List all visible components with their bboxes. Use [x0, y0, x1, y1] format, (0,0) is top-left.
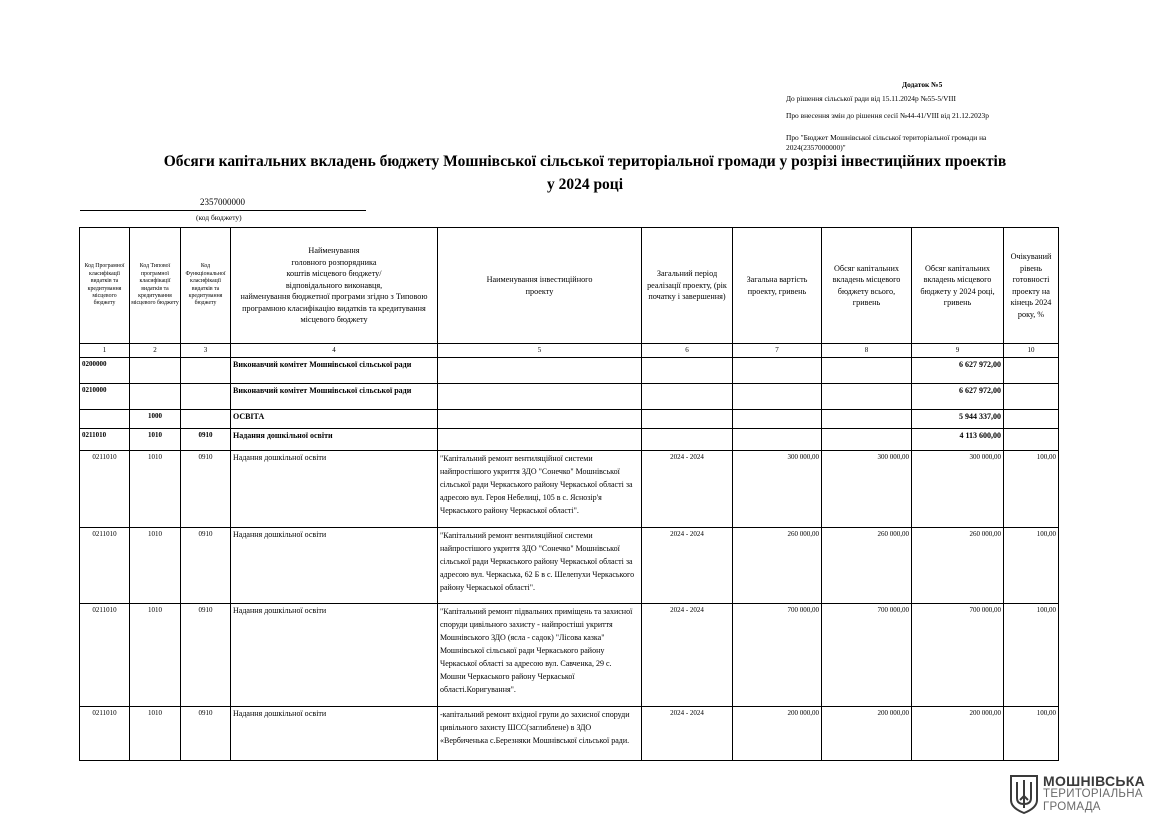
row-name: Виконавчий комітет Мошнівської сільської ради: [231, 358, 438, 384]
row-capital-2024: 5 944 337,00: [912, 410, 1004, 429]
row-typical-code: 1010: [130, 707, 181, 761]
table-row: [80, 451, 1059, 528]
row-total: 300 000,00: [733, 451, 822, 528]
row-functional-code: 0910: [181, 451, 231, 528]
column-number: 1: [80, 344, 130, 358]
header-capital-total: Обсяг капітальних вкладень місцевого бюджету всього, гривень: [822, 228, 912, 344]
budget-code-underline: [80, 210, 366, 211]
document-header-note: [786, 80, 1166, 152]
row-readiness: [1004, 358, 1059, 384]
row-capital: [822, 429, 912, 451]
row-project: [438, 384, 642, 410]
column-number: 6: [642, 344, 733, 358]
header-manager-line-5: найменування бюджетної програми згідно з Типовою програмною класифікацію видатків та кредитування місцевого бюджету: [240, 292, 428, 325]
row-typical-code: 1010: [130, 451, 181, 528]
row-readiness: [1004, 429, 1059, 451]
row-name: Надання дошкільної освіти: [231, 451, 438, 528]
row-capital-2024: 260 000,00: [912, 528, 1004, 604]
row-name: Надання дошкільної освіти: [231, 707, 438, 761]
row-capital-2024: 6 627 972,00: [912, 384, 1004, 410]
row-project: "Капітальний ремонт підвальних приміщень та захисної споруди цивільного захисту - найпростіші укриття Мошнівського ЗДО (ясла - садок) "Лісова казка" Мошнівської сільської ради Черкаського району Черкаської області за адресою вул. Савченка, 29 с. Мошни Черкаського району Черкаської області.Коригування".: [438, 604, 642, 707]
table-row: [80, 528, 1059, 604]
header-manager-line-3: коштів місцевого бюджету/: [286, 269, 382, 279]
row-capital-2024: 700 000,00: [912, 604, 1004, 707]
row-functional-code: [181, 358, 231, 384]
row-capital: 200 000,00: [822, 707, 912, 761]
amendment-reference: Про внесення змін до рішення сесії №44-41/VIII від 21.12.2023р: [786, 111, 989, 121]
row-typical-code: 1000: [130, 410, 181, 429]
community-logo: [1009, 773, 1159, 817]
row-capital: [822, 410, 912, 429]
column-number: 7: [733, 344, 822, 358]
row-project: -капітальний ремонт вхідної групи до захисної споруди цивільного захисту ШСС(заглиблене) в ЗДО «Вербиченька с.Березняки Мошнівської сільської ради.: [438, 707, 642, 761]
header-manager-line-4: відповідального виконавця,: [285, 280, 383, 290]
row-program-code: 0200000: [80, 358, 130, 384]
row-total: [733, 410, 822, 429]
row-project: [438, 358, 642, 384]
row-total: 700 000,00: [733, 604, 822, 707]
row-project: "Капітальний ремонт вентиляційної системи найпростішого укриття ЗДО "Сонечко" Мошнівської сільської ради Черкаського району Черкаської області за адресою вул. Героя Небелиці, 105 в с. Яснозір'я Черкаського району Черкаської області".: [438, 451, 642, 528]
row-period: [642, 410, 733, 429]
row-readiness: [1004, 410, 1059, 429]
row-program-code: 0211010: [80, 528, 130, 604]
row-program-code: 0211010: [80, 707, 130, 761]
row-readiness: 100,00: [1004, 604, 1059, 707]
logo-line-2: ТЕРИТОРІАЛЬНА: [1043, 788, 1143, 800]
row-total: 200 000,00: [733, 707, 822, 761]
row-project: [438, 410, 642, 429]
header-manager-line-1: Найменування: [308, 246, 360, 256]
row-total: 260 000,00: [733, 528, 822, 604]
row-name: ОСВІТА: [231, 410, 438, 429]
row-readiness: 100,00: [1004, 528, 1059, 604]
row-functional-code: [181, 384, 231, 410]
row-name: Виконавчий комітет Мошнівської сільської ради: [231, 384, 438, 410]
row-typical-code: [130, 384, 181, 410]
row-readiness: 100,00: [1004, 451, 1059, 528]
title-line-1: Обсяги капітальних вкладень бюджету Мошнівської сільської територіальної громади у розрізі інвестиційних проектів: [163, 153, 1007, 170]
column-number: 8: [822, 344, 912, 358]
annex-number: Додаток №5: [902, 80, 943, 89]
budget-code-caption: (код бюджету): [196, 213, 242, 222]
row-capital: [822, 358, 912, 384]
row-period: 2024 - 2024: [642, 528, 733, 604]
row-period: [642, 384, 733, 410]
row-period: 2024 - 2024: [642, 451, 733, 528]
table-row: [80, 604, 1059, 707]
header-total-cost: Загальна вартість проекту, гривень: [733, 228, 822, 344]
row-program-code: [80, 410, 130, 429]
header-readiness: Очікуваний рівень готовності проекту на кінець 2024 року, %: [1004, 228, 1059, 344]
row-total: [733, 429, 822, 451]
header-project-name-text: Наименування інвестиційного проекту: [486, 275, 593, 296]
header-functional-code: Код Функціональної класифікації видатків та кредитування бюджету: [181, 228, 231, 344]
table-header-row: [80, 228, 1059, 344]
row-total: [733, 384, 822, 410]
row-capital-2024: 4 113 600,00: [912, 429, 1004, 451]
row-program-code: 0211010: [80, 451, 130, 528]
row-name: Надання дошкільної освіти: [231, 528, 438, 604]
trident-icon: [1009, 774, 1039, 814]
column-number: 10: [1004, 344, 1059, 358]
header-manager-name: [231, 228, 438, 344]
budget-code: 2357000000: [200, 197, 245, 207]
logo-line-1: МОШНІВСЬКА: [1043, 773, 1146, 789]
row-name: Надання дошкільної освіти: [231, 604, 438, 707]
row-project: [438, 429, 642, 451]
row-period: [642, 358, 733, 384]
header-project-name: [438, 228, 642, 344]
row-capital: 260 000,00: [822, 528, 912, 604]
row-typical-code: 1010: [130, 604, 181, 707]
row-functional-code: 0910: [181, 429, 231, 451]
row-typical-code: 1010: [130, 429, 181, 451]
column-number: 3: [181, 344, 231, 358]
row-capital-2024: 300 000,00: [912, 451, 1004, 528]
header-capital-2024: Обсяг капітальних вкладень місцевого бюджету у 2024 році, гривень: [912, 228, 1004, 344]
decision-reference: До рішення сільської ради від 15.11.2024р №55-5/VIII: [786, 93, 956, 103]
row-typical-code: 1010: [130, 528, 181, 604]
summary-row: [80, 384, 1059, 410]
row-capital-2024: 200 000,00: [912, 707, 1004, 761]
row-readiness: [1004, 384, 1059, 410]
column-number: 4: [231, 344, 438, 358]
header-period: Загальний період реалізації проекту, (рік початку і завершення): [642, 228, 733, 344]
row-name: Надання дошкільної освіти: [231, 429, 438, 451]
column-number: 5: [438, 344, 642, 358]
row-program-code: 0211010: [80, 429, 130, 451]
header-program-code: Код Програмної класифікації видатків та кредитування місцевого бюджету: [80, 228, 130, 344]
logo-line-3: ГРОМАДА: [1043, 801, 1101, 813]
row-period: 2024 - 2024: [642, 604, 733, 707]
row-project: "Капітальний ремонт вентиляційної системи найпростішого укриття ЗДО "Сонечко" Мошнівської сільської ради Черкаського району Черкаської області за адресою вул. Черкаська, 62 Б в с. Шелепухи Черкаського району Черкаської області".: [438, 528, 642, 604]
row-functional-code: [181, 410, 231, 429]
column-number: 9: [912, 344, 1004, 358]
column-number: 2: [130, 344, 181, 358]
summary-row: [80, 429, 1059, 451]
column-number-row: [80, 344, 1059, 358]
row-total: [733, 358, 822, 384]
title-line-2: у 2024 році: [546, 176, 624, 193]
row-readiness: 100,00: [1004, 707, 1059, 761]
budget-reference: Про "Бюджет Мошнівської сільської територіальної громади на 2024(2357000000)": [786, 132, 987, 152]
row-period: 2024 - 2024: [642, 707, 733, 761]
row-functional-code: 0910: [181, 604, 231, 707]
row-capital-2024: 6 627 972,00: [912, 358, 1004, 384]
row-capital: [822, 384, 912, 410]
row-program-code: 0210000: [80, 384, 130, 410]
summary-row: [80, 358, 1059, 384]
header-manager-line-2: головного розпорядника: [291, 257, 377, 267]
row-capital: 300 000,00: [822, 451, 912, 528]
row-functional-code: 0910: [181, 707, 231, 761]
row-functional-code: 0910: [181, 528, 231, 604]
summary-row: [80, 410, 1059, 429]
document-title: [100, 150, 1070, 196]
table-row: [80, 707, 1059, 761]
row-program-code: 0211010: [80, 604, 130, 707]
row-period: [642, 429, 733, 451]
investment-projects-table: [79, 227, 1059, 761]
row-typical-code: [130, 358, 181, 384]
row-capital: 700 000,00: [822, 604, 912, 707]
header-typical-code: Код Типової програмної класифікації видатків та кредитування місцевого бюджету: [130, 228, 181, 344]
